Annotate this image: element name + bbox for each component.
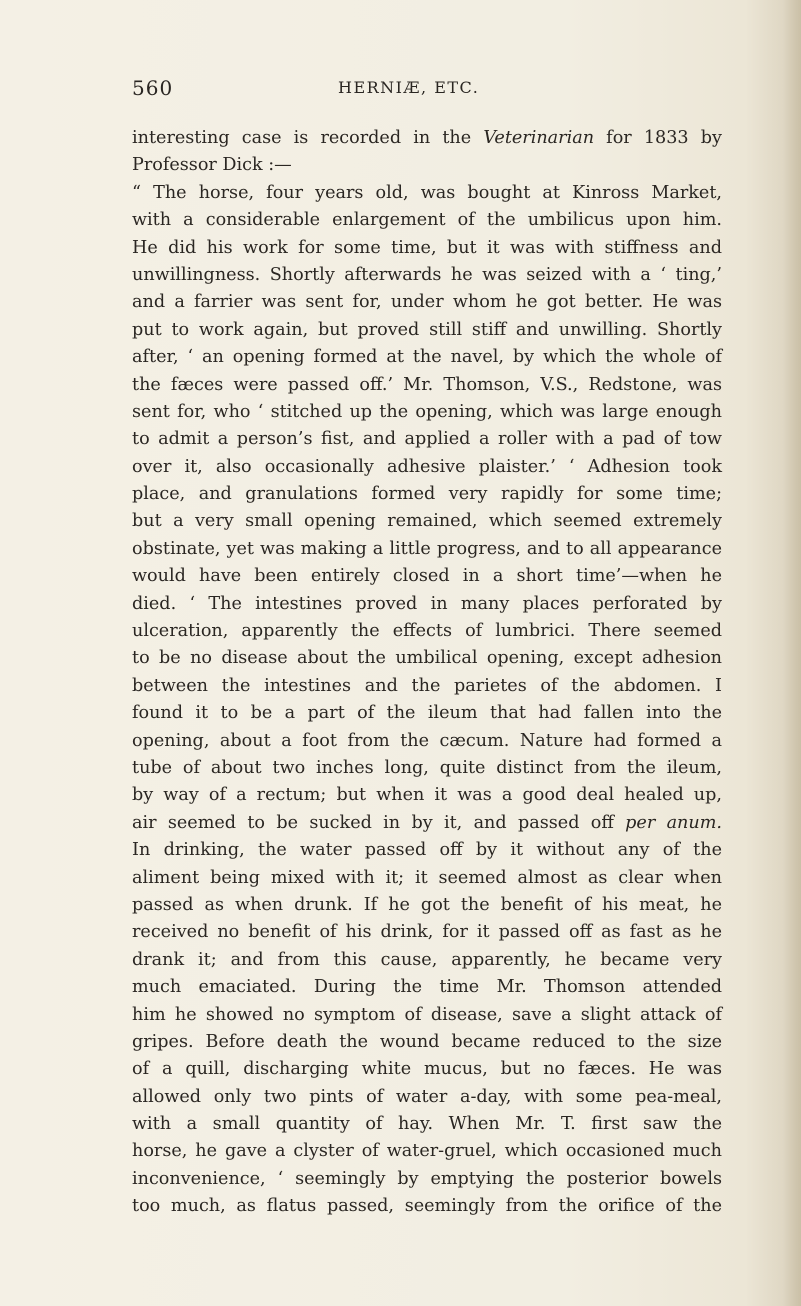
text-run: passed as when drunk. If he got the benefit of his meat, he xyxy=(132,894,722,915)
text-run: “ The horse, four years old, was bought at Kinross Market, xyxy=(132,182,722,203)
text-run: for 1833 by xyxy=(594,128,722,148)
text-line xyxy=(132,372,722,399)
text-line xyxy=(132,563,722,590)
text-run: sent for, who ‘ stitched up the opening, which was large enough xyxy=(132,401,722,422)
text-line xyxy=(132,892,722,919)
text-run: with a small quantity of hay. When Mr. T. first saw the xyxy=(132,1114,722,1135)
text-run: place, and granulations formed very rapidly for some time; xyxy=(132,484,722,505)
text-run: over it, also occasionally adhesive plaister.’ ‘ Adhesion took xyxy=(132,456,722,477)
text-line xyxy=(132,947,722,974)
text-line xyxy=(132,591,722,618)
running-head: HERNIÆ, ETC. xyxy=(338,78,480,97)
page-gutter-shadow xyxy=(783,0,801,1306)
text-run: opening, about a foot from the cæcum. Nature had formed a xyxy=(132,730,722,751)
text-line xyxy=(132,317,722,344)
text-run: received no benefit of his drink, for it passed off as fast as he xyxy=(132,922,722,943)
text-line xyxy=(132,618,722,645)
text-line xyxy=(132,152,722,179)
text-line xyxy=(132,1029,722,1056)
page-number: 560 xyxy=(132,76,174,100)
page-header xyxy=(132,76,722,106)
text-run: would have been entirely closed in a short time’—when he xyxy=(132,566,722,587)
text-run: with a considerable enlargement of the umbilicus upon him. xyxy=(132,210,722,231)
text-run: In drinking, the water passed off by it without any of the xyxy=(132,840,722,861)
text-line xyxy=(132,865,722,892)
text-run: put to work again, but proved still stiff and unwilling. Shortly xyxy=(132,319,722,340)
text-run: inconvenience, ‘ seemingly by emptying the posterior bowels xyxy=(132,1168,722,1189)
text-line xyxy=(132,454,722,481)
text-run: unwillingness. Shortly afterwards he was seized with a ‘ ting,’ xyxy=(132,264,722,285)
text-line xyxy=(132,1111,722,1138)
text-line xyxy=(132,180,722,207)
text-run: the fæces were passed off.’ Mr. Thomson, V.S., Redstone, was xyxy=(132,374,722,395)
text-run: air seemed to be sucked in by it, and passed off xyxy=(132,812,626,833)
text-run: He did his work for some time, but it was with stiffness and xyxy=(132,237,722,258)
text-run: found it to be a part of the ileum that had fallen into the xyxy=(132,703,722,724)
text-run: of a quill, discharging white mucus, but no fæces. He was xyxy=(132,1059,722,1080)
text-line xyxy=(132,810,722,837)
text-run: tube of about two inches long, quite distinct from the ileum, xyxy=(132,757,722,778)
text-line xyxy=(132,125,722,152)
text-run: obstinate, yet was making a little progress, and to all appearance xyxy=(132,538,722,559)
text-line xyxy=(132,919,722,946)
italic-text-run: per anum. xyxy=(625,812,722,833)
text-run: but a very small opening remained, which seemed extremely xyxy=(132,511,722,532)
text-line xyxy=(132,700,722,727)
text-line xyxy=(132,782,722,809)
text-line xyxy=(132,235,722,262)
text-line xyxy=(132,673,722,700)
text-line xyxy=(132,207,722,234)
text-line xyxy=(132,536,722,563)
text-line xyxy=(132,289,722,316)
italic-text-run: Veterinarian xyxy=(483,128,595,148)
text-line xyxy=(132,1138,722,1165)
text-run: allowed only two pints of water a-day, with some pea-meal, xyxy=(132,1086,722,1107)
text-line xyxy=(132,426,722,453)
text-run: Professor Dick :— xyxy=(132,155,292,176)
text-line xyxy=(132,1193,722,1220)
text-run: aliment being mixed with it; it seemed almost as clear when xyxy=(132,867,722,888)
text-run: gripes. Before death the wound became reduced to the size xyxy=(132,1031,722,1052)
text-run: him he showed no symptom of disease, save a slight attack of xyxy=(132,1004,722,1025)
text-run: and a farrier was sent for, under whom he got better. He was xyxy=(132,292,722,313)
text-line xyxy=(132,837,722,864)
text-line xyxy=(132,1056,722,1083)
text-run: between the intestines and the parietes of the abdomen. I xyxy=(132,675,722,696)
text-line xyxy=(132,728,722,755)
text-run: much emaciated. During the time Mr. Thomson attended xyxy=(132,977,722,998)
text-run: died. ‘ The intestines proved in many places perforated by xyxy=(132,593,722,614)
text-line xyxy=(132,1002,722,1029)
body-text xyxy=(132,125,722,1221)
text-run: by way of a rectum; but when it was a good deal healed up, xyxy=(132,785,722,806)
text-line xyxy=(132,1166,722,1193)
text-run: interesting case is recorded in the xyxy=(132,128,484,148)
text-line xyxy=(132,1084,722,1111)
text-run: ulceration, apparently the effects of lumbrici. There seemed xyxy=(132,621,722,642)
text-line xyxy=(132,645,722,672)
text-line xyxy=(132,344,722,371)
text-run: horse, he gave a clyster of water-gruel, which occasioned much xyxy=(132,1141,722,1162)
text-line xyxy=(132,755,722,782)
text-run: drank it; and from this cause, apparently, he became very xyxy=(132,949,722,970)
text-line xyxy=(132,481,722,508)
text-run: too much, as flatus passed, seemingly from the orifice of the xyxy=(132,1196,722,1217)
text-run: after, ‘ an opening formed at the navel, by which the whole of xyxy=(132,347,722,368)
text-line xyxy=(132,262,722,289)
text-run: to be no disease about the umbilical opening, except adhesion xyxy=(132,648,722,669)
text-run: to admit a person’s fist, and applied a roller with a pad of tow xyxy=(132,429,722,450)
text-line xyxy=(132,974,722,1001)
text-line xyxy=(132,508,722,535)
text-line xyxy=(132,399,722,426)
